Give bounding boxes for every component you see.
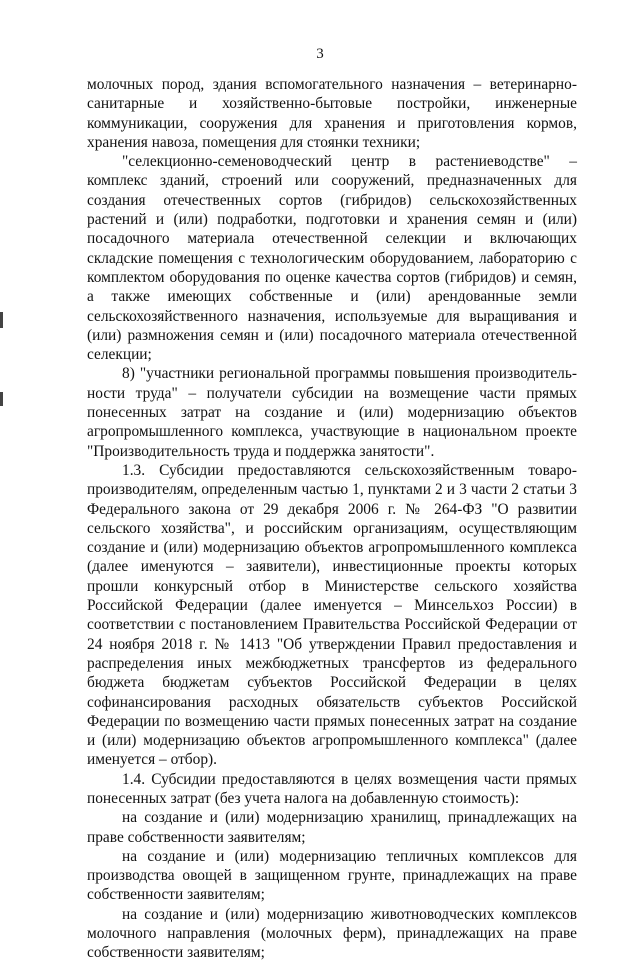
list-item-dairy: на создание и (или) модернизацию животноводческих комплексов молочного направления (молочных ферм), принадлежащих на праве собственности заявителям; (87, 905, 577, 962)
list-item-greenhouse: на создание и (или) модернизацию тепличных комплексов для производства овощей в защищенном грунте, принадлежащих на праве собственности заявителям; (87, 847, 577, 904)
paragraph-1-3: 1.3. Субсидии предоставляются сельскохозяйственным товаропроизводителям, определенным частью 1, пунктами 2 и 3 части 2 статьи 3 Федерального закона от 29 декабря 2006 г. № 264-ФЗ "О развитии сельского хозяйства", и российским организациям, осуществляющим создание и (или) модернизацию объектов агропромышленного комплекса (далее именуются – заявители), инвестиционные проекты которых прошли конкурсный отбор в Министерстве сельского хозяйства Российской Федерации (далее именуется – Минсельхоз России) в соответствии с постановлением Правительства Российской Федерации от 24 ноября 2018 г. № 1413 "Об утверждении Правил предоставления и распределения иных межбюджетных трансфертов из федерального бюджета бюджетам субъектов Российской Федерации в целях софинансирования расходных обязательств субъектов Российской Федерации по возмещению части прямых понесенных затрат на создание и (или) модернизацию объектов агропромышленного комплекса" (далее именуется – отбор). (87, 461, 577, 769)
paragraph-definition-participants: 8) "участники региональной программы повышения производительности труда" – получатели субсидии на возмещение части прямых понесенных затрат на создание и (или) модернизацию объектов агропромышленного комплекса, участвующие в национальном проекте "Производительность труда и поддержка занятости". (87, 365, 577, 460)
scan-edge-mark (0, 312, 3, 328)
paragraph-1-4: 1.4. Субсидии предоставляются в целях возмещения части прямых понесенных затрат (без учета налога на добавленную стоимость): (87, 770, 577, 807)
scan-edge-mark (0, 392, 3, 406)
body-text (87, 75, 577, 963)
list-item-storage: на создание и (или) модернизацию хранилищ, принадлежащих на праве собственности заявителям; (87, 809, 577, 846)
page-number: 3 (316, 46, 324, 62)
paragraph-continuation: молочных пород, здания вспомогательного назначения – ветеринарно-санитарные и хозяйственно-бытовые постройки, инженерные коммуникации, сооружения для хранения и приготовления кормов, хранения навоза, помещения для стоянки техники; (87, 76, 577, 151)
paragraph-definition-seed-center: "селекционно-семеноводческий центр в растениеводстве" – комплекс зданий, строений или сооружений, предназначенных для создания отечественных сортов (гибридов) сельскохозяйственных растений и (или) подработки, подготовки и хранения семян и (или) посадочного материала отечественной селекции и включающих складские помещения с технологическим оборудованием, лабораторию с комплектом оборудования по оценке качества сортов (гибридов) и семян, а также имеющих собственные и (или) арендованные земли сельскохозяйственного назначения, используемые для выращивания и (или) размножения семян и (или) посадочного материала отечественной селекции; (87, 153, 577, 364)
